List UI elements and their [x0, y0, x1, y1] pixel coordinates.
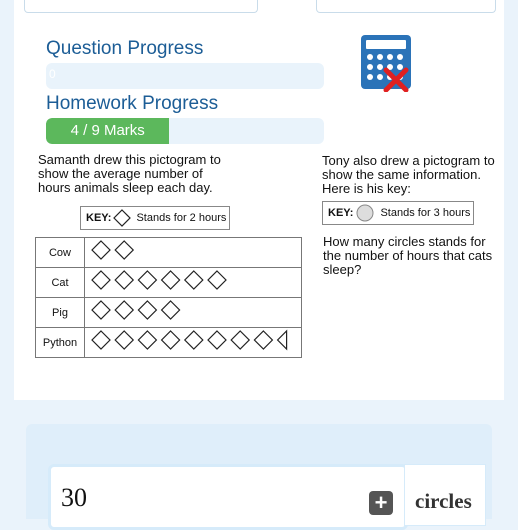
diamond-icon [208, 271, 226, 289]
half-diamond-icon [278, 331, 287, 349]
question-left-text: Samanth drew this pictogram to show the average number of hours animals sleep each day. [38, 152, 221, 195]
question-progress-bar [46, 63, 324, 89]
pictogram-animal-label: Python [36, 328, 85, 358]
pictogram-animal-label: Cow [36, 238, 85, 268]
diamond-icon [162, 271, 180, 289]
pictogram-animal-label: Cat [36, 268, 85, 298]
diamond-icon [138, 301, 156, 319]
pictogram-icons [85, 298, 302, 328]
pictogram-row [36, 298, 302, 328]
diamond-icon [254, 331, 272, 349]
pictogram-icons [85, 268, 302, 298]
pictogram-icons [85, 328, 302, 358]
key-label: KEY: [86, 212, 112, 224]
pictogram-diamonds [85, 238, 301, 262]
pictogram-icons [85, 238, 302, 268]
top-tab-left [24, 0, 258, 13]
pictogram-diamonds [85, 298, 301, 322]
diamond-icon [92, 271, 110, 289]
key-diamond [80, 206, 230, 230]
diamond-icon [115, 331, 133, 349]
key-label: KEY: [328, 207, 354, 219]
diamond-icon [162, 301, 180, 319]
pictogram-row [36, 268, 302, 298]
key-text: Stands for 2 hours [136, 212, 227, 224]
diamond-icon [92, 331, 110, 349]
question-right-text: Tony also drew a pictogram to show the same information. Here is his key: [322, 153, 495, 196]
diamond-icon [138, 271, 156, 289]
diamond-icon [115, 301, 133, 319]
pictogram-row [36, 238, 302, 268]
plus-icon[interactable]: + [369, 491, 393, 515]
answer-unit-label: circles [415, 489, 472, 513]
question-ask-text: How many circles stands for the number of hours that cats sleep? [323, 234, 493, 277]
diamond-icon [162, 331, 180, 349]
diamond-icon [185, 271, 203, 289]
diamond-icon [92, 241, 110, 259]
pictogram-table [35, 237, 302, 358]
answer-value: 30 [61, 483, 87, 512]
question-progress-value: 0 [49, 67, 56, 81]
homework-progress-title: Homework Progress [46, 93, 219, 114]
diamond-icon [115, 271, 133, 289]
diamond-icon [231, 331, 249, 349]
circle-icon [353, 203, 377, 223]
pictogram-animal-label: Pig [36, 298, 85, 328]
top-tab-right [316, 0, 496, 13]
diamond-icon [208, 331, 226, 349]
answer-input[interactable] [48, 464, 408, 530]
homework-progress-bar [46, 118, 324, 144]
diamond-icon [115, 241, 133, 259]
key-text: Stands for 3 hours [380, 207, 471, 219]
diamond-icon [111, 208, 133, 228]
pictogram-diamonds [85, 328, 301, 352]
diamond-icon [138, 331, 156, 349]
calculator-not-allowed-icon [360, 34, 412, 92]
question-progress-title: Question Progress [46, 38, 204, 59]
homework-progress-fill: 4 / 9 Marks [46, 118, 169, 144]
diamond-icon [92, 301, 110, 319]
pictogram-row [36, 328, 302, 358]
answer-unit-box [404, 464, 486, 526]
pictogram-diamonds [85, 268, 301, 292]
key-circle [322, 201, 474, 225]
diamond-icon [185, 331, 203, 349]
